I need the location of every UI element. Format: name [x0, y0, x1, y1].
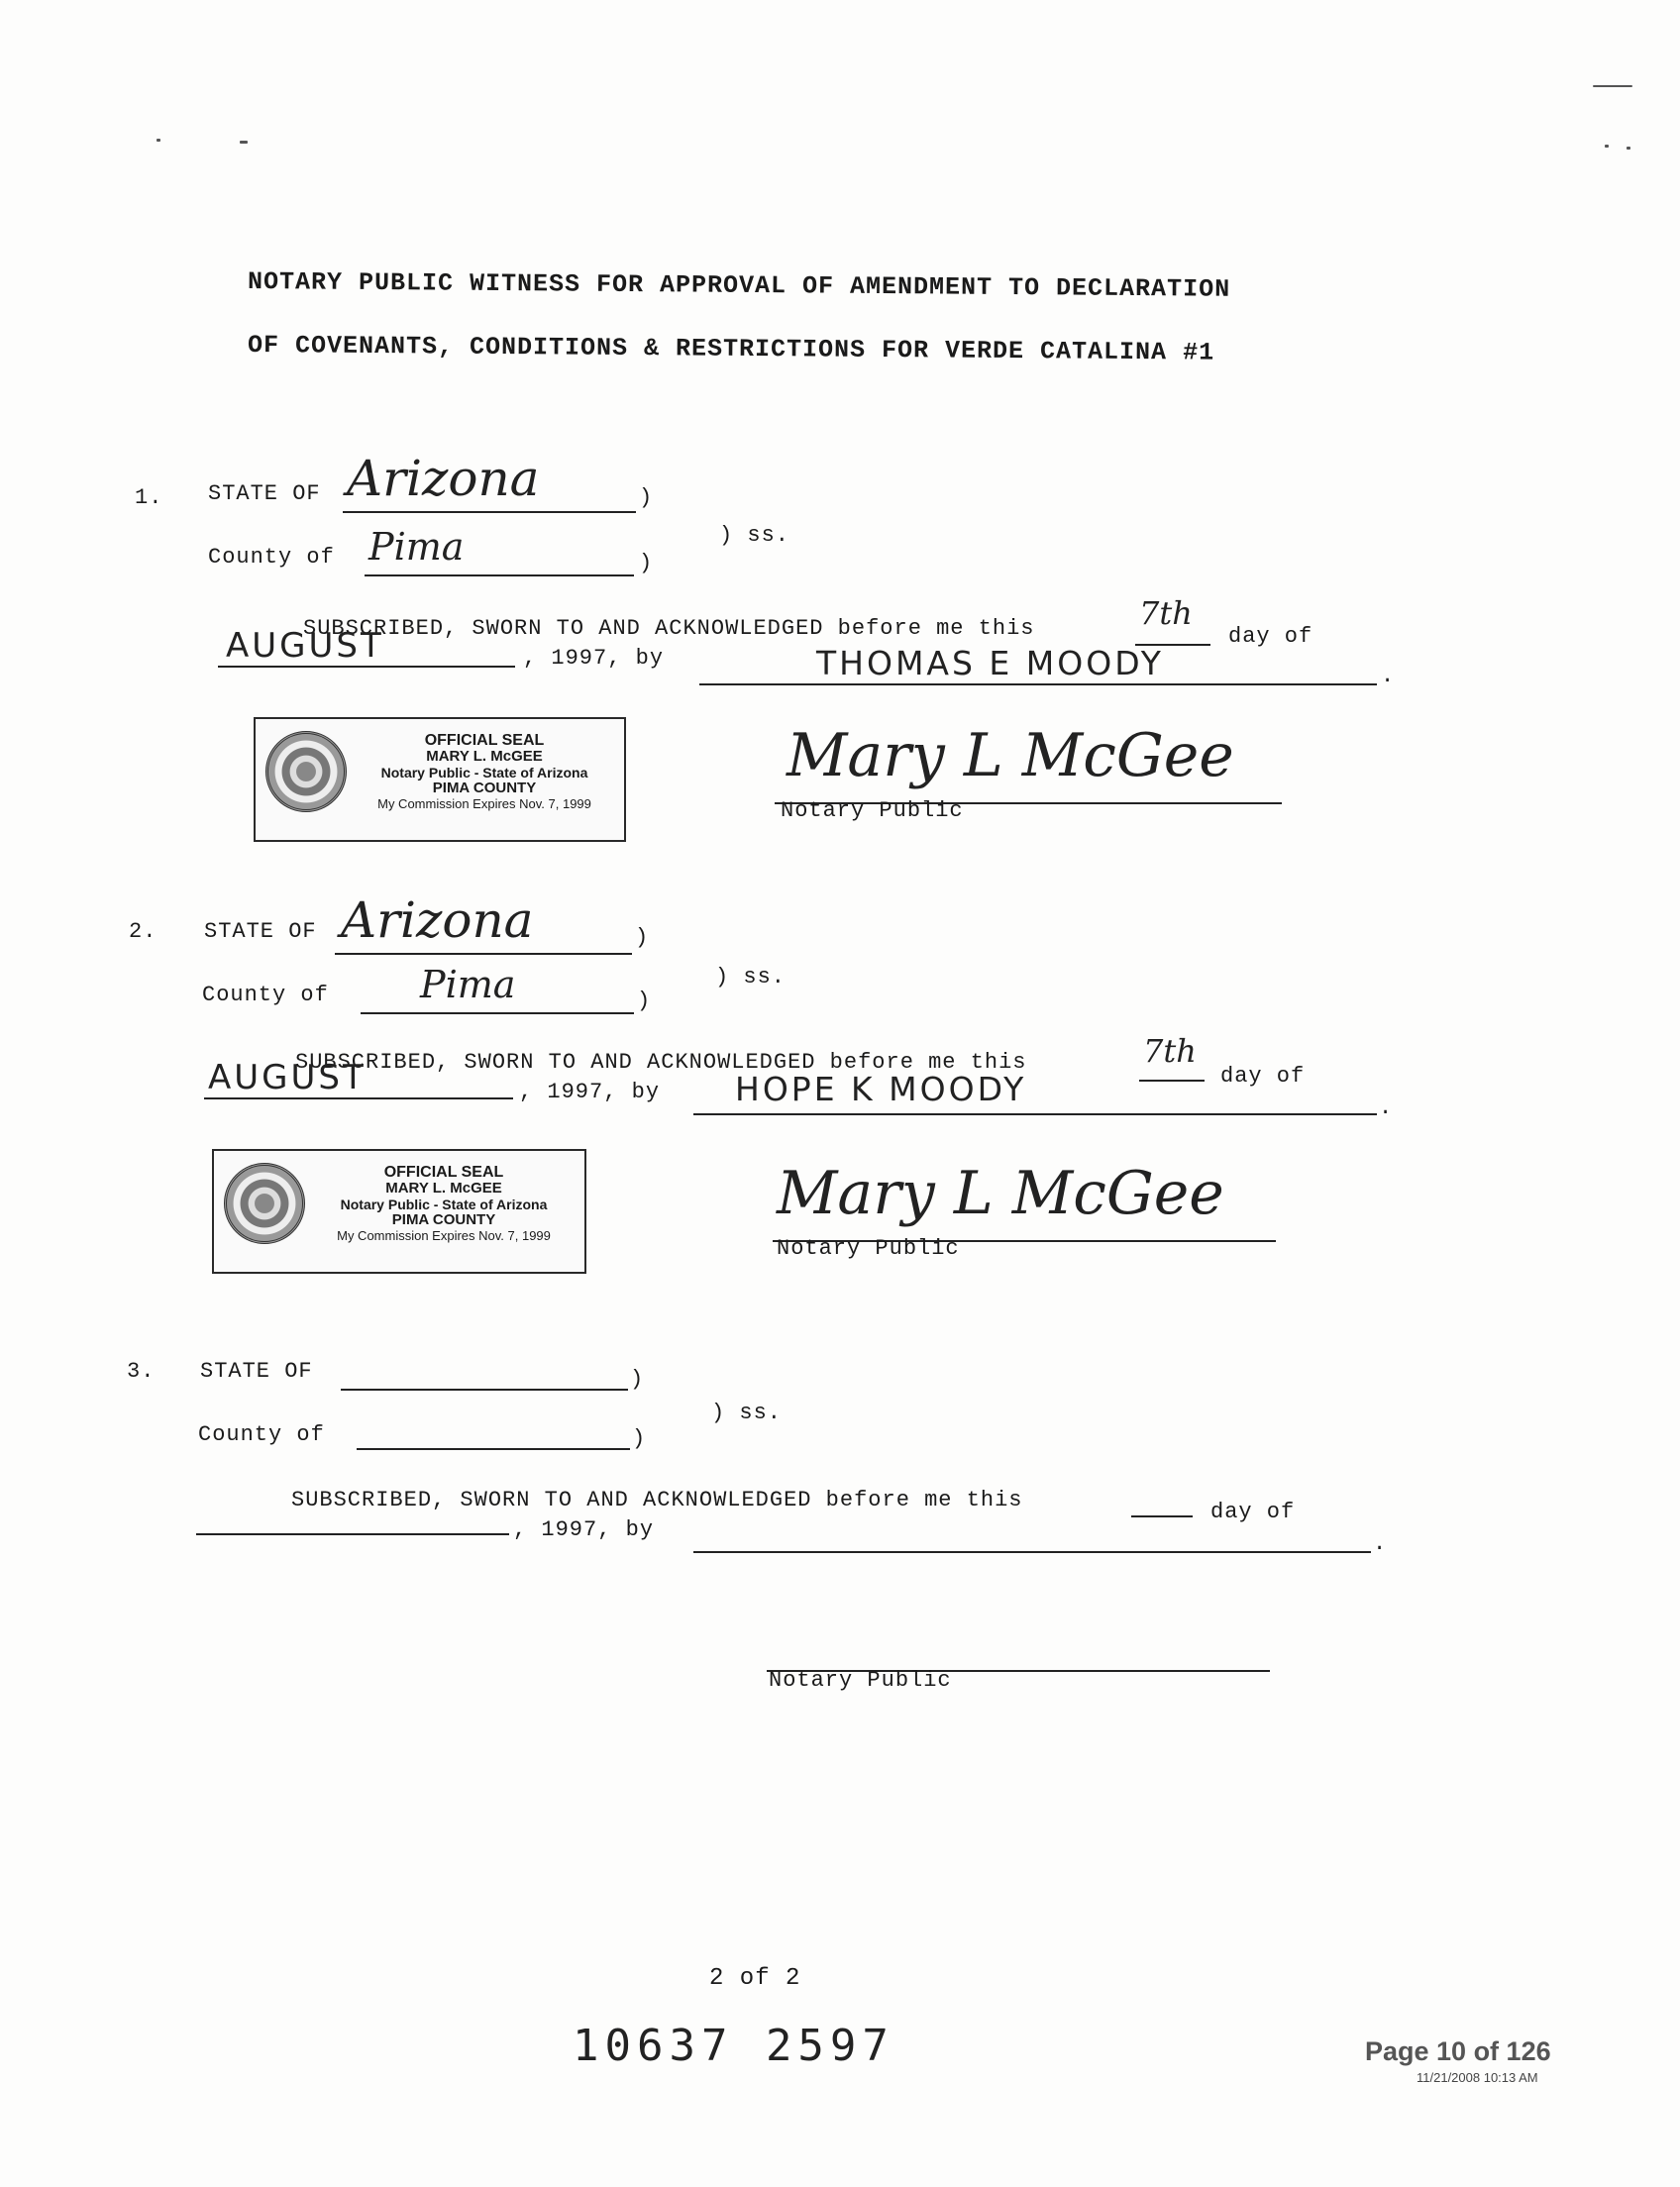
day-of-label: day of — [1220, 1064, 1306, 1089]
entry-number: 3. — [127, 1359, 156, 1384]
scan-speck — [1627, 147, 1630, 150]
notary-signature: Mary L McGee — [787, 721, 1234, 790]
month-handwritten: AUGUST — [208, 1058, 367, 1097]
entry-number: 2. — [129, 919, 158, 944]
seal-line: My Commission Expires Nov. 7, 1999 — [337, 1228, 551, 1243]
scan-speck — [1605, 145, 1609, 148]
seal-line: PIMA COUNTY — [432, 780, 537, 796]
signer-name-handwritten: HOPE K MOODY — [735, 1070, 1027, 1108]
name-underline — [699, 683, 1377, 685]
year-by-label: , 1997, by — [523, 646, 665, 671]
day-of-label: day of — [1210, 1500, 1296, 1524]
state-underline — [341, 1389, 628, 1391]
subscribed-statement: SUBSCRIBED, SWORN TO AND ACKNOWLEDGED before me this — [295, 1050, 1027, 1075]
county-of-label: County of — [202, 983, 329, 1007]
day-underline — [1131, 1515, 1193, 1517]
period: . — [1379, 1095, 1394, 1120]
page-reference: Page 10 of 126 — [1365, 2036, 1551, 2066]
notary-public-label: Notary Public — [781, 798, 964, 823]
paren: ) — [635, 925, 650, 950]
name-underline — [693, 1113, 1377, 1115]
ss-label: ) ss. — [719, 523, 790, 548]
month-underline — [204, 1097, 513, 1099]
paren: ) — [639, 485, 654, 510]
state-underline — [335, 953, 632, 955]
county-underline — [365, 574, 634, 576]
notary-seal-stamp — [212, 1149, 586, 1274]
notary-public-label: Notary Public — [769, 1668, 952, 1693]
day-handwritten: 7th — [1139, 594, 1193, 632]
period: . — [1373, 1531, 1388, 1556]
state-handwritten: Arizona — [347, 450, 540, 507]
state-handwritten: Arizona — [341, 891, 534, 949]
scan-speck — [1593, 85, 1632, 87]
scan-speck — [157, 139, 160, 142]
state-seal-emblem — [265, 731, 347, 812]
document-title-line-2: OF COVENANTS, CONDITIONS & RESTRICTIONS FOR VERDE CATALINA #1 — [247, 331, 1215, 367]
signer-name-handwritten: THOMAS E MOODY — [816, 644, 1164, 682]
print-timestamp: 11/21/2008 10:13 AM — [1417, 2070, 1538, 2085]
state-of-label: STATE OF — [200, 1359, 313, 1384]
notary-seal-stamp — [254, 717, 626, 842]
state-underline — [343, 511, 636, 513]
paren: ) — [632, 1426, 647, 1451]
day-of-label: day of — [1228, 624, 1313, 649]
state-of-label: STATE OF — [204, 919, 317, 944]
day-underline — [1139, 1080, 1205, 1082]
year-by-label: , 1997, by — [519, 1080, 661, 1104]
ss-label: ) ss. — [715, 965, 787, 989]
county-of-label: County of — [198, 1422, 325, 1447]
state-seal-emblem — [224, 1163, 305, 1244]
seal-line: OFFICIAL SEAL — [424, 732, 545, 749]
month-underline — [218, 666, 515, 668]
county-handwritten: Pima — [420, 963, 516, 1006]
state-of-label: STATE OF — [208, 481, 321, 506]
seal-line: PIMA COUNTY — [391, 1211, 496, 1228]
seal-line: Notary Public - State of Arizona — [380, 765, 588, 781]
notary-public-label: Notary Public — [777, 1236, 960, 1261]
month-handwritten: AUGUST — [226, 626, 384, 666]
seal-line: Notary Public - State of Arizona — [340, 1197, 548, 1212]
month-underline — [196, 1533, 509, 1535]
seal-line: My Commission Expires Nov. 7, 1999 — [377, 796, 591, 811]
notary-signature: Mary L McGee — [777, 1159, 1224, 1228]
paren: ) — [637, 989, 652, 1013]
paren: ) — [639, 551, 654, 575]
ss-label: ) ss. — [711, 1401, 783, 1425]
recording-number: 10637 2597 — [573, 2021, 894, 2071]
county-underline — [361, 1012, 634, 1014]
year-by-label: , 1997, by — [513, 1517, 655, 1542]
seal-line: MARY L. McGEE — [426, 748, 543, 765]
subscribed-statement: SUBSCRIBED, SWORN TO AND ACKNOWLEDGED before me this — [291, 1488, 1023, 1512]
day-handwritten: 7th — [1143, 1032, 1197, 1070]
seal-line: OFFICIAL SEAL — [383, 1164, 504, 1181]
seal-line: MARY L. McGEE — [385, 1180, 502, 1197]
document-title-line-1: NOTARY PUBLIC WITNESS FOR APPROVAL OF AMENDMENT TO DECLARATION — [247, 267, 1231, 304]
county-of-label: County of — [208, 545, 335, 570]
entry-number: 1. — [135, 485, 163, 510]
subscribed-statement: SUBSCRIBED, SWORN TO AND ACKNOWLEDGED before me this — [303, 616, 1035, 641]
county-handwritten: Pima — [368, 525, 465, 569]
period: . — [1381, 664, 1396, 688]
paren: ) — [630, 1367, 645, 1392]
scan-speck — [240, 141, 248, 144]
name-underline — [693, 1551, 1371, 1553]
county-underline — [357, 1448, 630, 1450]
page-count: 2 of 2 — [709, 1965, 801, 1992]
